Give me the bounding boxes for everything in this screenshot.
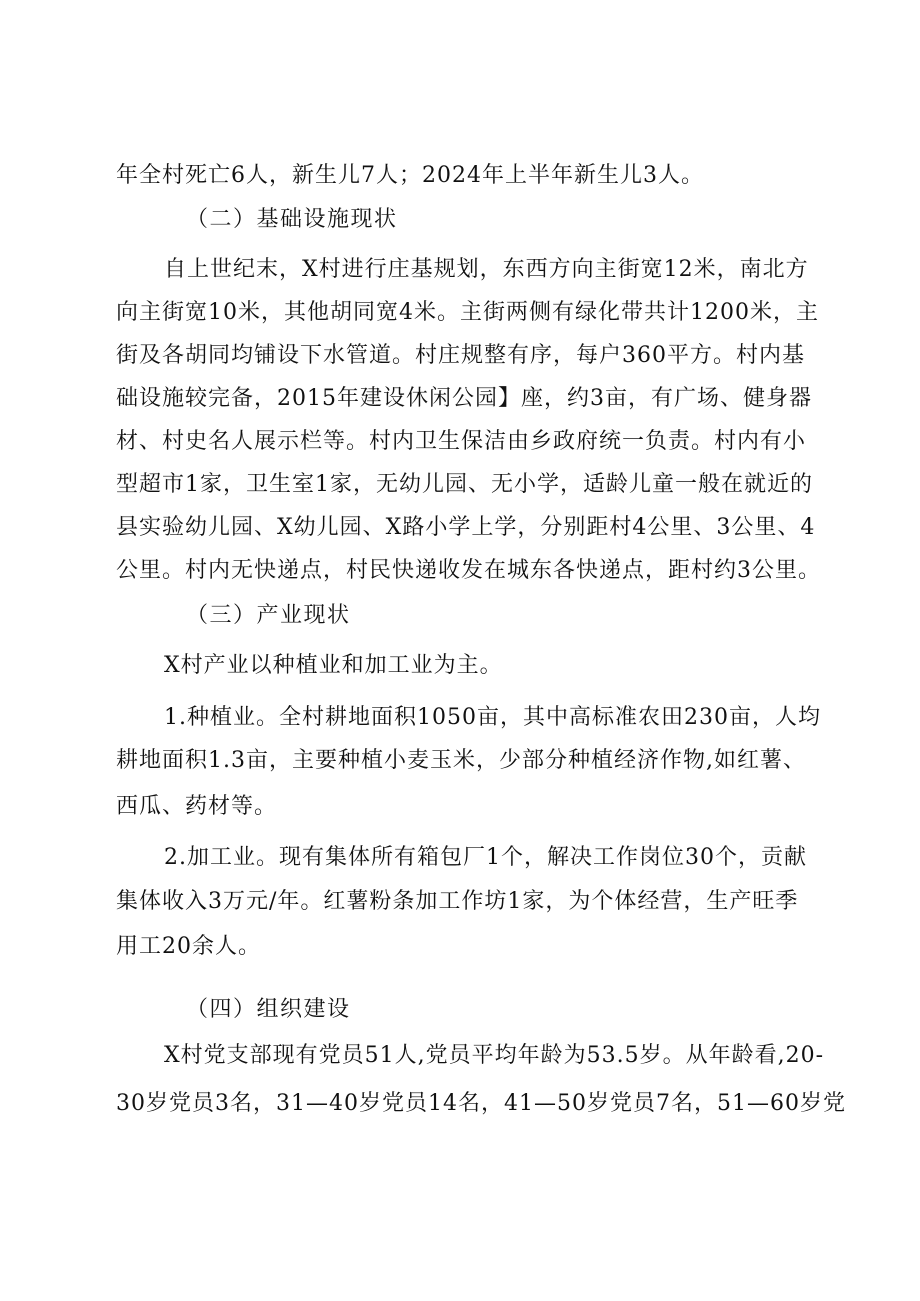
section-heading-industry: （三）产业现状	[186, 603, 351, 628]
paragraph-line: 县实验幼儿园、X幼儿园、X路小学上学，分别距村4公里、3公里、4	[116, 515, 816, 540]
paragraph-line: X村产业以种植业和加工业为主。	[164, 653, 503, 678]
paragraph-line: 年全村死亡6人，新生儿7人；2024年上半年新生儿3人。	[116, 163, 704, 188]
paragraph-line: 30岁党员3名，31—40岁党员14名，41—50岁党员7名，51—60岁党	[116, 1091, 846, 1116]
section-heading-infrastructure: （二）基础设施现状	[186, 207, 398, 232]
paragraph-line: 西瓜、药材等。	[116, 794, 278, 819]
section-heading-organization: （四）组织建设	[186, 997, 351, 1022]
paragraph-line: 向主街宽10米，其他胡同宽4米。主街两侧有绿化带共计1200米，主	[116, 300, 819, 325]
paragraph-line: 街及各胡同均铺设下水管道。村庄规整有序，每户360平方。村内基	[116, 343, 805, 368]
paragraph-line: 用工20余人。	[116, 934, 261, 959]
paragraph-line: 自上世纪末，X村进行庄基规划，东西方向主街宽12米，南北方	[164, 257, 809, 282]
paragraph-line: X村党支部现有党员51人,党员平均年龄为53.5岁。从年龄看,20-	[164, 1043, 825, 1068]
paragraph-line: 2.加工业。现有集体所有箱包厂1个，解决工作岗位30个，贡献	[164, 845, 807, 870]
paragraph-line: 础设施较完备，2015年建设休闲公园】座，约3亩，有广场、健身器	[116, 386, 812, 411]
paragraph-line: 型超市1家，卫生室1家，无幼儿园、无小学，适龄儿童一般在就近的	[116, 472, 813, 497]
paragraph-line: 材、村史名人展示栏等。村内卫生保洁由乡政府统一负责。村内有小	[116, 429, 807, 454]
paragraph-line: 集体收入3万元/年。红薯粉条加工作坊1家，为个体经营，生产旺季	[116, 889, 799, 914]
paragraph-line: 公里。村内无快递点，村民快递收发在城东各快递点，距村约3公里。	[116, 558, 821, 583]
paragraph-line: 1.种植业。全村耕地面积1050亩，其中高标准农田230亩，人均	[164, 705, 821, 730]
paragraph-line: 耕地面积1.3亩，主要种植小麦玉米，少部分种植经济作物,如红薯、	[116, 748, 806, 773]
